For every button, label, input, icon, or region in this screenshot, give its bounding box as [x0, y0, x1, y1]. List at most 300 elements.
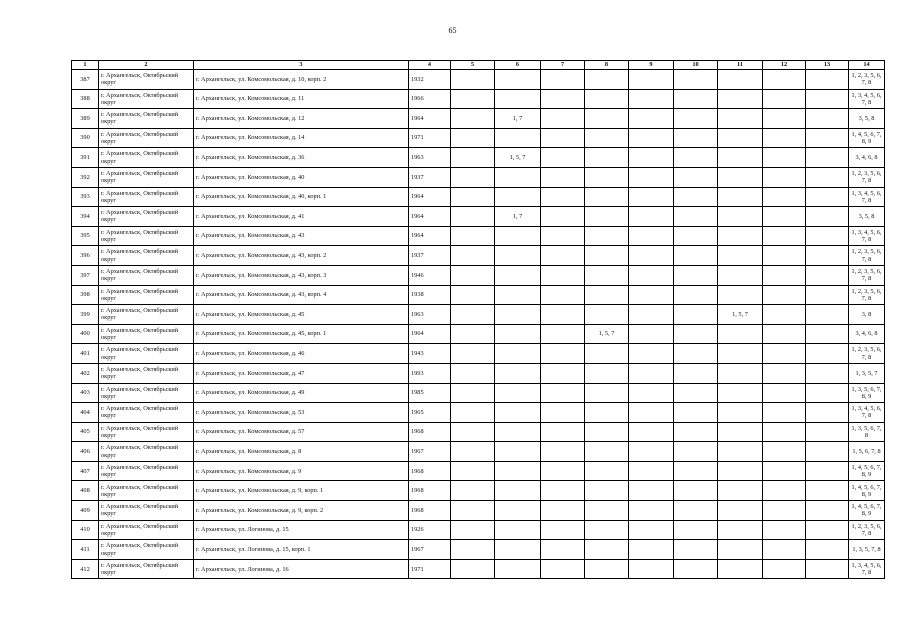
col-5-cell [451, 285, 495, 305]
col-8-cell [585, 442, 629, 462]
row-number: 412 [72, 559, 99, 579]
col-10-cell [674, 207, 718, 227]
col-10-cell [674, 363, 718, 383]
col-13-cell [806, 128, 849, 148]
year-cell: 1968 [409, 501, 451, 521]
year-cell: 1968 [409, 422, 451, 442]
col-13-cell [806, 324, 849, 344]
year-cell: 1932 [409, 70, 451, 90]
col-6-cell [495, 422, 541, 442]
col-14-cell: 1, 3, 5, 6, 7, 8 [849, 422, 885, 442]
col-6-cell [495, 70, 541, 90]
col-5-cell [451, 442, 495, 462]
col-9-cell [629, 481, 674, 501]
year-cell: 1968 [409, 461, 451, 481]
table-row [72, 305, 885, 325]
col-5-cell [451, 246, 495, 266]
col-6-cell [495, 344, 541, 364]
district-cell: г. Архангельск, Октябрьский округ [99, 501, 194, 521]
address-cell: г. Архангельск, ул. Логинова, д. 15 [194, 520, 409, 540]
row-number: 389 [72, 109, 99, 129]
col-11-cell [718, 403, 763, 423]
col-8-cell [585, 461, 629, 481]
year-cell: 1964 [409, 187, 451, 207]
col-12-cell [763, 128, 806, 148]
col-13-cell [806, 70, 849, 90]
col-8-cell [585, 226, 629, 246]
col-8-cell [585, 559, 629, 579]
col-12-cell [763, 363, 806, 383]
col-12-cell [763, 70, 806, 90]
col-13-cell [806, 109, 849, 129]
district-cell: г. Архангельск, Октябрьский округ [99, 226, 194, 246]
district-cell: г. Архангельск, Октябрьский округ [99, 167, 194, 187]
col-14-cell: 1, 3, 4, 5, 6, 7, 8 [849, 89, 885, 109]
col-10-cell [674, 501, 718, 521]
col-13-cell [806, 403, 849, 423]
table-row [72, 207, 885, 227]
col-6-cell: 1, 7 [495, 207, 541, 227]
col-5-cell [451, 207, 495, 227]
row-number: 392 [72, 167, 99, 187]
col-7-cell [541, 109, 585, 129]
table-row [72, 540, 885, 560]
col-11-cell [718, 481, 763, 501]
row-number: 394 [72, 207, 99, 227]
col-12-cell [763, 442, 806, 462]
address-cell: г. Архангельск, ул. Комсомольская, д. 53 [194, 403, 409, 423]
table-row [72, 481, 885, 501]
row-number: 395 [72, 226, 99, 246]
col-12-cell [763, 461, 806, 481]
col-14-cell: 1, 2, 3, 5, 6, 7, 8 [849, 285, 885, 305]
col-9-cell [629, 128, 674, 148]
col-11-cell [718, 70, 763, 90]
address-cell: г. Архангельск, ул. Комсомольская, д. 47 [194, 363, 409, 383]
district-cell: г. Архангельск, Октябрьский округ [99, 70, 194, 90]
year-cell: 1946 [409, 265, 451, 285]
col-13-cell [806, 285, 849, 305]
col-11-cell [718, 344, 763, 364]
row-number: 401 [72, 344, 99, 364]
address-cell: г. Архангельск, ул. Комсомольская, д. 45 [194, 305, 409, 325]
col-13-cell [806, 501, 849, 521]
row-number: 405 [72, 422, 99, 442]
col-14-cell: 1, 4, 5, 6, 7, 8, 9 [849, 501, 885, 521]
col-12-cell [763, 246, 806, 266]
table-row [72, 167, 885, 187]
col-10-cell [674, 442, 718, 462]
year-cell: 1964 [409, 226, 451, 246]
col-5-cell [451, 128, 495, 148]
col-5-cell [451, 540, 495, 560]
col-7-cell [541, 422, 585, 442]
year-cell: 1926 [409, 520, 451, 540]
row-number: 403 [72, 383, 99, 403]
table-row [72, 324, 885, 344]
col-14-cell: 3, 5, 8 [849, 207, 885, 227]
column-header-13: 13 [806, 61, 849, 70]
table-row [72, 501, 885, 521]
col-14-cell: 1, 3, 5, 7, 8 [849, 540, 885, 560]
col-10-cell [674, 461, 718, 481]
col-8-cell [585, 403, 629, 423]
col-13-cell [806, 383, 849, 403]
column-header-5: 5 [451, 61, 495, 70]
col-11-cell [718, 324, 763, 344]
table-row [72, 344, 885, 364]
col-8-cell [585, 540, 629, 560]
col-5-cell [451, 403, 495, 423]
address-cell: г. Архангельск, ул. Комсомольская, д. 9, корп. 1 [194, 481, 409, 501]
col-6-cell [495, 89, 541, 109]
col-12-cell [763, 187, 806, 207]
col-13-cell [806, 481, 849, 501]
col-6-cell [495, 481, 541, 501]
col-14-cell: 1, 2, 3, 5, 6, 7, 8 [849, 70, 885, 90]
col-6-cell [495, 501, 541, 521]
address-cell: г. Архангельск, ул. Комсомольская, д. 36 [194, 148, 409, 168]
col-9-cell [629, 187, 674, 207]
row-number: 387 [72, 70, 99, 90]
col-7-cell [541, 207, 585, 227]
col-14-cell: 1, 3, 5, 6, 7, 8, 9 [849, 383, 885, 403]
col-11-cell [718, 187, 763, 207]
col-13-cell [806, 559, 849, 579]
address-cell: г. Архангельск, ул. Комсомольская, д. 46 [194, 344, 409, 364]
col-13-cell [806, 226, 849, 246]
col-13-cell [806, 520, 849, 540]
col-11-cell [718, 422, 763, 442]
header-row [72, 61, 885, 70]
col-14-cell: 1, 2, 3, 5, 6, 7, 8 [849, 520, 885, 540]
col-9-cell [629, 559, 674, 579]
year-cell: 1964 [409, 324, 451, 344]
col-5-cell [451, 481, 495, 501]
row-number: 396 [72, 246, 99, 266]
col-14-cell: 3, 5, 8 [849, 109, 885, 129]
year-cell: 1967 [409, 442, 451, 462]
col-10-cell [674, 89, 718, 109]
col-12-cell [763, 383, 806, 403]
col-7-cell [541, 148, 585, 168]
year-cell: 1937 [409, 167, 451, 187]
col-7-cell [541, 403, 585, 423]
col-8-cell [585, 520, 629, 540]
col-8-cell [585, 383, 629, 403]
col-7-cell [541, 285, 585, 305]
col-14-cell: 3, 4, 6, 8 [849, 324, 885, 344]
col-7-cell [541, 305, 585, 325]
col-14-cell: 3, 4, 6, 8 [849, 148, 885, 168]
address-cell: г. Архангельск, ул. Комсомольская, д. 45, корп. 1 [194, 324, 409, 344]
column-header-7: 7 [541, 61, 585, 70]
year-cell: 1985 [409, 383, 451, 403]
col-14-cell: 3, 8 [849, 305, 885, 325]
col-9-cell [629, 501, 674, 521]
col-9-cell [629, 285, 674, 305]
col-8-cell [585, 344, 629, 364]
col-10-cell [674, 422, 718, 442]
col-9-cell [629, 265, 674, 285]
row-number: 409 [72, 501, 99, 521]
col-11-cell [718, 265, 763, 285]
col-5-cell [451, 148, 495, 168]
col-12-cell [763, 265, 806, 285]
table-row [72, 89, 885, 109]
col-10-cell [674, 187, 718, 207]
col-10-cell [674, 226, 718, 246]
col-9-cell [629, 422, 674, 442]
col-14-cell: 1, 3, 4, 5, 6, 7, 8 [849, 403, 885, 423]
col-7-cell [541, 70, 585, 90]
district-cell: г. Архангельск, Октябрьский округ [99, 246, 194, 266]
column-header-1: 1 [72, 61, 99, 70]
col-10-cell [674, 520, 718, 540]
year-cell: 1967 [409, 540, 451, 560]
year-cell: 1968 [409, 481, 451, 501]
col-7-cell [541, 89, 585, 109]
row-number: 399 [72, 305, 99, 325]
col-6-cell: 1, 5, 7 [495, 148, 541, 168]
district-cell: г. Архангельск, Октябрьский округ [99, 481, 194, 501]
col-9-cell [629, 403, 674, 423]
col-8-cell [585, 265, 629, 285]
col-8-cell [585, 246, 629, 266]
col-12-cell [763, 540, 806, 560]
col-13-cell [806, 422, 849, 442]
col-14-cell: 1, 2, 3, 5, 6, 7, 8 [849, 167, 885, 187]
col-14-cell: 1, 2, 3, 5, 6, 7, 8 [849, 246, 885, 266]
row-number: 411 [72, 540, 99, 560]
col-9-cell [629, 344, 674, 364]
col-5-cell [451, 461, 495, 481]
col-14-cell: 1, 5, 6, 7, 8 [849, 442, 885, 462]
col-9-cell [629, 109, 674, 129]
col-13-cell [806, 461, 849, 481]
address-cell: г. Архангельск, ул. Комсомольская, д. 40, корп. 1 [194, 187, 409, 207]
col-13-cell [806, 363, 849, 383]
column-header-9: 9 [629, 61, 674, 70]
col-10-cell [674, 167, 718, 187]
row-number: 388 [72, 89, 99, 109]
col-7-cell [541, 363, 585, 383]
col-10-cell [674, 305, 718, 325]
row-number: 390 [72, 128, 99, 148]
col-7-cell [541, 520, 585, 540]
col-7-cell [541, 442, 585, 462]
col-5-cell [451, 305, 495, 325]
col-9-cell [629, 383, 674, 403]
address-cell: г. Архангельск, ул. Комсомольская, д. 41 [194, 207, 409, 227]
table-body [72, 70, 885, 579]
col-8-cell [585, 481, 629, 501]
address-cell: г. Архангельск, ул. Комсомольская, д. 9 [194, 461, 409, 481]
col-14-cell: 1, 2, 3, 5, 6, 7, 8 [849, 265, 885, 285]
district-cell: г. Архангельск, Октябрьский округ [99, 187, 194, 207]
col-6-cell [495, 305, 541, 325]
column-header-2: 2 [99, 61, 194, 70]
table-row [72, 461, 885, 481]
col-9-cell [629, 167, 674, 187]
col-9-cell [629, 89, 674, 109]
address-cell: г. Архангельск, ул. Комсомольская, д. 43, корп. 4 [194, 285, 409, 305]
column-header-14: 14 [849, 61, 885, 70]
col-8-cell [585, 89, 629, 109]
col-10-cell [674, 559, 718, 579]
row-number: 408 [72, 481, 99, 501]
col-7-cell [541, 481, 585, 501]
address-cell: г. Архангельск, ул. Комсомольская, д. 57 [194, 422, 409, 442]
col-14-cell: 1, 3, 5, 7 [849, 363, 885, 383]
table-row [72, 246, 885, 266]
col-9-cell [629, 442, 674, 462]
col-10-cell [674, 403, 718, 423]
col-8-cell [585, 501, 629, 521]
year-cell: 1966 [409, 89, 451, 109]
col-8-cell [585, 187, 629, 207]
col-12-cell [763, 285, 806, 305]
col-6-cell: 1, 7 [495, 109, 541, 129]
col-7-cell [541, 226, 585, 246]
col-13-cell [806, 187, 849, 207]
col-11-cell [718, 540, 763, 560]
table-row [72, 285, 885, 305]
district-cell: г. Архангельск, Октябрьский округ [99, 305, 194, 325]
col-12-cell [763, 422, 806, 442]
col-13-cell [806, 540, 849, 560]
col-8-cell [585, 167, 629, 187]
col-6-cell [495, 363, 541, 383]
col-11-cell [718, 285, 763, 305]
district-cell: г. Архангельск, Октябрьский округ [99, 540, 194, 560]
col-6-cell [495, 520, 541, 540]
col-9-cell [629, 246, 674, 266]
col-11-cell [718, 89, 763, 109]
col-13-cell [806, 148, 849, 168]
year-cell: 1971 [409, 559, 451, 579]
col-5-cell [451, 501, 495, 521]
col-5-cell [451, 167, 495, 187]
district-cell: г. Архангельск, Октябрьский округ [99, 403, 194, 423]
col-7-cell [541, 128, 585, 148]
column-header-6: 6 [495, 61, 541, 70]
row-number: 406 [72, 442, 99, 462]
col-14-cell: 1, 2, 3, 5, 6, 7, 8 [849, 344, 885, 364]
table-row [72, 70, 885, 90]
buildings-table [71, 60, 885, 579]
col-5-cell [451, 109, 495, 129]
col-13-cell [806, 89, 849, 109]
col-12-cell [763, 207, 806, 227]
col-6-cell [495, 540, 541, 560]
col-14-cell: 1, 4, 5, 6, 7, 8, 9 [849, 481, 885, 501]
district-cell: г. Архангельск, Октябрьский округ [99, 285, 194, 305]
address-cell: г. Архангельск, ул. Комсомольская, д. 49 [194, 383, 409, 403]
col-13-cell [806, 344, 849, 364]
col-10-cell [674, 70, 718, 90]
address-cell: г. Архангельск, ул. Комсомольская, д. 10, корп. 2 [194, 70, 409, 90]
col-11-cell [718, 461, 763, 481]
row-number: 400 [72, 324, 99, 344]
table-row [72, 559, 885, 579]
col-10-cell [674, 285, 718, 305]
year-cell: 1937 [409, 246, 451, 266]
col-12-cell [763, 403, 806, 423]
col-9-cell [629, 324, 674, 344]
col-8-cell [585, 422, 629, 442]
col-10-cell [674, 481, 718, 501]
column-header-8: 8 [585, 61, 629, 70]
col-8-cell [585, 128, 629, 148]
col-6-cell [495, 559, 541, 579]
district-cell: г. Архангельск, Октябрьский округ [99, 383, 194, 403]
col-11-cell [718, 363, 763, 383]
col-11-cell [718, 148, 763, 168]
col-10-cell [674, 246, 718, 266]
district-cell: г. Архангельск, Октябрьский округ [99, 461, 194, 481]
col-5-cell [451, 363, 495, 383]
district-cell: г. Архангельск, Октябрьский округ [99, 207, 194, 227]
col-12-cell [763, 226, 806, 246]
col-7-cell [541, 540, 585, 560]
year-cell: 1964 [409, 109, 451, 129]
col-12-cell [763, 520, 806, 540]
col-7-cell [541, 501, 585, 521]
district-cell: г. Архангельск, Октябрьский округ [99, 265, 194, 285]
col-6-cell [495, 442, 541, 462]
col-5-cell [451, 89, 495, 109]
address-cell: г. Архангельск, ул. Логинова, д. 16 [194, 559, 409, 579]
col-11-cell [718, 109, 763, 129]
year-cell: 1971 [409, 128, 451, 148]
column-header-4: 4 [409, 61, 451, 70]
address-cell: г. Архангельск, ул. Комсомольская, д. 40 [194, 167, 409, 187]
address-cell: г. Архангельск, ул. Комсомольская, д. 12 [194, 109, 409, 129]
address-cell: г. Архангельск, ул. Комсомольская, д. 8 [194, 442, 409, 462]
col-11-cell [718, 559, 763, 579]
col-5-cell [451, 559, 495, 579]
table-row [72, 109, 885, 129]
col-6-cell [495, 403, 541, 423]
col-6-cell [495, 226, 541, 246]
col-10-cell [674, 128, 718, 148]
year-cell: 1938 [409, 285, 451, 305]
table-row [72, 403, 885, 423]
col-7-cell [541, 324, 585, 344]
col-13-cell [806, 305, 849, 325]
col-5-cell [451, 265, 495, 285]
col-13-cell [806, 265, 849, 285]
col-6-cell [495, 383, 541, 403]
table-row [72, 383, 885, 403]
table-row [72, 265, 885, 285]
col-6-cell [495, 324, 541, 344]
col-9-cell [629, 363, 674, 383]
col-6-cell [495, 265, 541, 285]
col-8-cell [585, 207, 629, 227]
address-cell: г. Архангельск, ул. Комсомольская, д. 43, корп. 3 [194, 265, 409, 285]
col-5-cell [451, 187, 495, 207]
column-header-10: 10 [674, 61, 718, 70]
col-12-cell [763, 559, 806, 579]
table-row [72, 128, 885, 148]
table-row [72, 520, 885, 540]
district-cell: г. Архангельск, Октябрьский округ [99, 324, 194, 344]
col-11-cell: 1, 5, 7 [718, 305, 763, 325]
col-7-cell [541, 246, 585, 266]
col-11-cell [718, 442, 763, 462]
